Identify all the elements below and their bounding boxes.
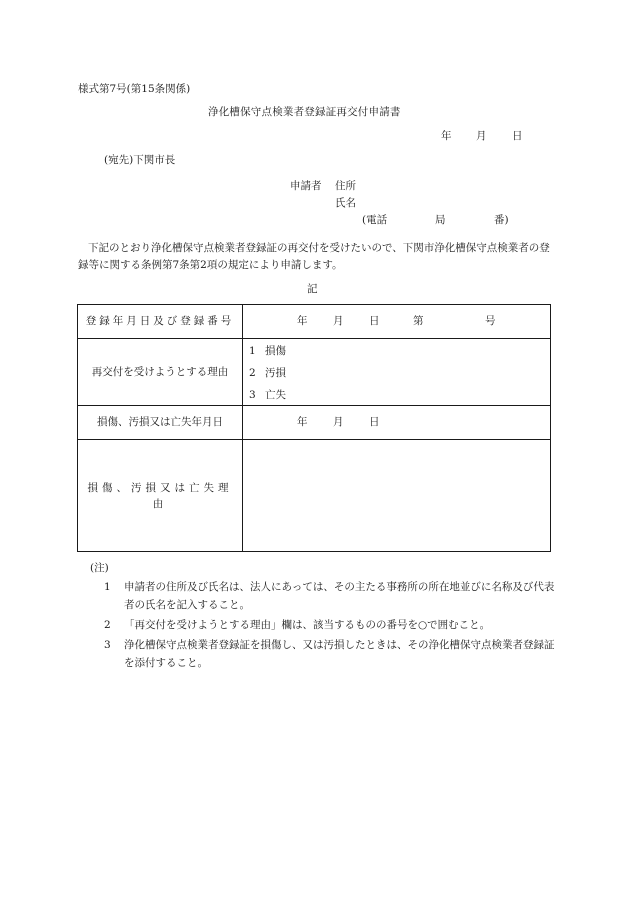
loss-reason-row [78,440,551,552]
note-item: 1 申請者の住所及び氏名は、法人にあっては、その主たる事務所の所在地並びに名称及び代表者の氏名を記入すること。 [104,581,555,611]
loss-reason-field[interactable] [243,440,551,552]
reg-month-label: 月 [333,315,344,327]
form-number: 様式第7号(第15条関係) [78,83,191,95]
reg-day-label: 日 [369,315,380,327]
loss-month-label: 月 [333,416,344,428]
applicant-label: 申請者 [290,180,322,192]
loss-date-header: 損傷、汚損又は亡失年月日 [78,406,243,440]
loss-year-label: 年 [297,416,308,428]
phone-exchange-label: 局 [435,214,446,226]
ki-heading: 記 [307,283,318,295]
reason-option[interactable]: 3 亡失 [249,389,286,401]
addressee: (宛先)下関市長 [104,154,176,166]
reason-option[interactable]: 2 汚損 [249,367,286,379]
notes-title: (注) [90,562,109,574]
loss-date-field[interactable] [243,406,551,440]
reason-row [78,339,551,406]
address-label: 住所 [335,180,356,192]
date-year-label: 年 [441,130,452,142]
application-form-table [77,304,551,552]
date-day-label: 日 [512,130,523,142]
note-item: 3 浄化槽保守点検業者登録証を損傷し、又は汚損したときは、その浄化槽保守点検業者登録証を添付すること。 [104,639,555,669]
loss-reason-header: 損傷、汚損又は亡失理由 [78,440,243,552]
loss-date-row [78,406,551,440]
loss-day-label: 日 [369,416,380,428]
reason-header: 再交付を受けようとする理由 [78,339,243,406]
document-title: 浄化槽保守点検業者登録証再交付申請書 [208,106,401,118]
reg-go-label: 号 [485,315,496,327]
registration-date-number-header: 登録年月日及び登録番号 [78,305,243,339]
registration-date-number-field[interactable] [243,305,551,339]
phone-number-label: 番) [494,214,509,226]
date-month-label: 月 [476,130,487,142]
name-label: 氏名 [335,197,356,209]
phone-label: (電話 [362,214,388,226]
reason-field[interactable] [243,339,551,406]
reg-year-label: 年 [297,315,308,327]
reg-dai-label: 第 [413,315,424,327]
registration-row [78,305,551,339]
reason-option[interactable]: 1 損傷 [249,345,286,357]
note-item: 2 「再交付を受けようとする理由」欄は、該当するものの番号を○で囲むこと。 [104,619,491,631]
application-statement: 下記のとおり浄化槽保守点検業者登録証の再交付を受けたいので、下関市浄化槽保守点検業者の登録等に関する条例第7条第2項の規定により申請します。 [78,242,550,271]
